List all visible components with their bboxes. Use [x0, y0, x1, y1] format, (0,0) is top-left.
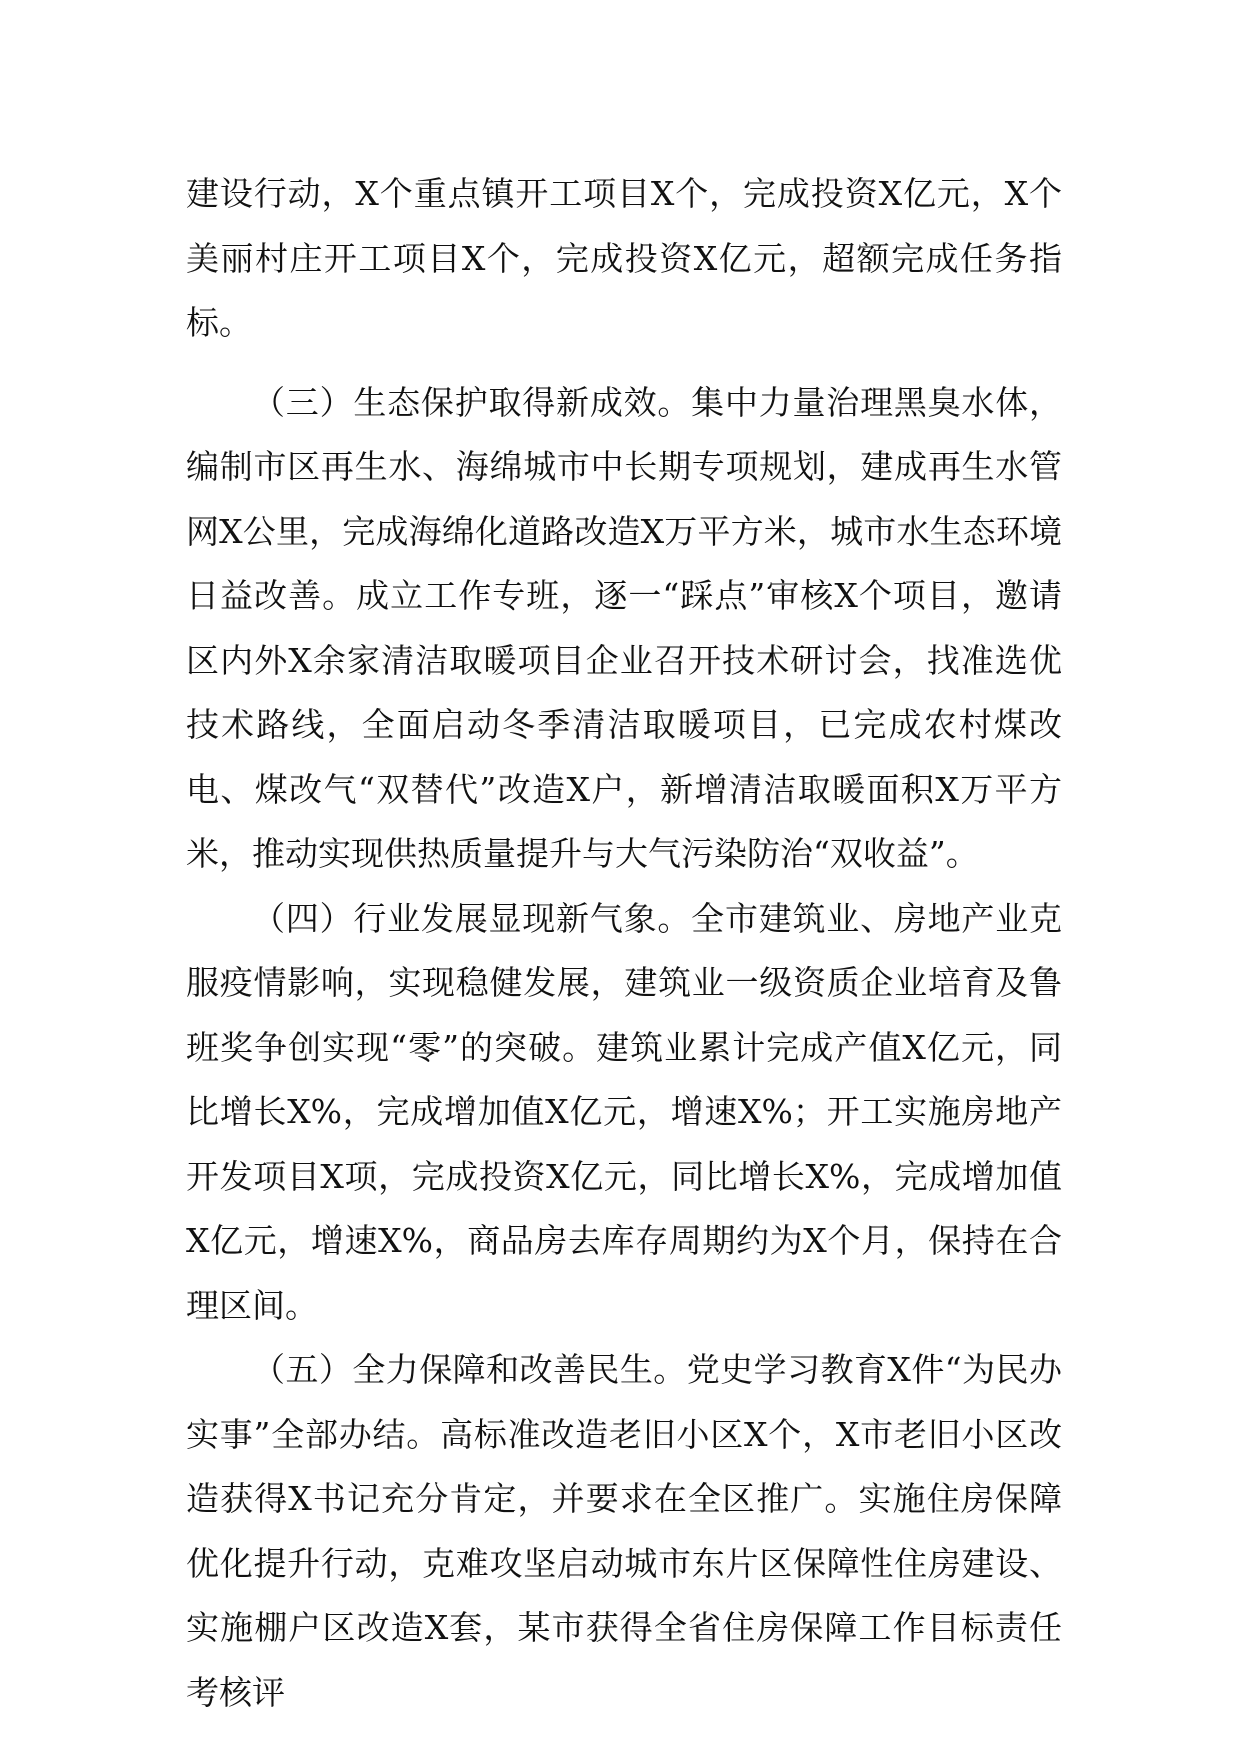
- paragraph-spacer: [186, 356, 1062, 371]
- document-body: [186, 162, 1062, 1725]
- paragraph-section-4: （四）行业发展显现新气象。全市建筑业、房地产业克服疫情影响，实现稳健发展，建筑业一级资质企业培育及鲁班奖争创实现“零”的突破。建筑业累计完成产值X亿元，同比增长X%，完成增加值X亿元，增速X%；开工实施房地产开发项目X项，完成投资X亿元，同比增长X%，完成增加值X亿元，增速X%，商品房去库存周期约为X个月，保持在合理区间。: [186, 898, 1062, 1325]
- paragraph-continuation: 建设行动，X个重点镇开工项目X个，完成投资X亿元，X个美丽村庄开工项目X个，完成投资X亿元，超额完成任务指标。: [186, 174, 1062, 342]
- paragraph-section-3: （三）生态保护取得新成效。集中力量治理黑臭水体，编制市区再生水、海绵城市中长期专项规划，建成再生水管网X公里，完成海绵化道路改造X万平方米，城市水生态环境日益改善。成立工作专班，逐一“踩点”审核X个项目，邀请区内外X余家清洁取暖项目企业召开技术研讨会，找准选优技术路线，全面启动冬季清洁取暖项目，已完成农村煤改电、煤改气“双替代”改造X户，新增清洁取暖面积X万平方米，推动实现供热质量提升与大气污染防治“双收益”。: [186, 382, 1062, 873]
- paragraph-section-5: （五）全力保障和改善民生。党史学习教育X件“为民办实事”全部办结。高标准改造老旧小区X个，X市老旧小区改造获得X书记充分肯定，并要求在全区推广。实施住房保障优化提升行动，克难攻坚启动城市东片区保障性住房建设、实施棚户区改造X套，某市获得全省住房保障工作目标责任考核评: [186, 1350, 1062, 1712]
